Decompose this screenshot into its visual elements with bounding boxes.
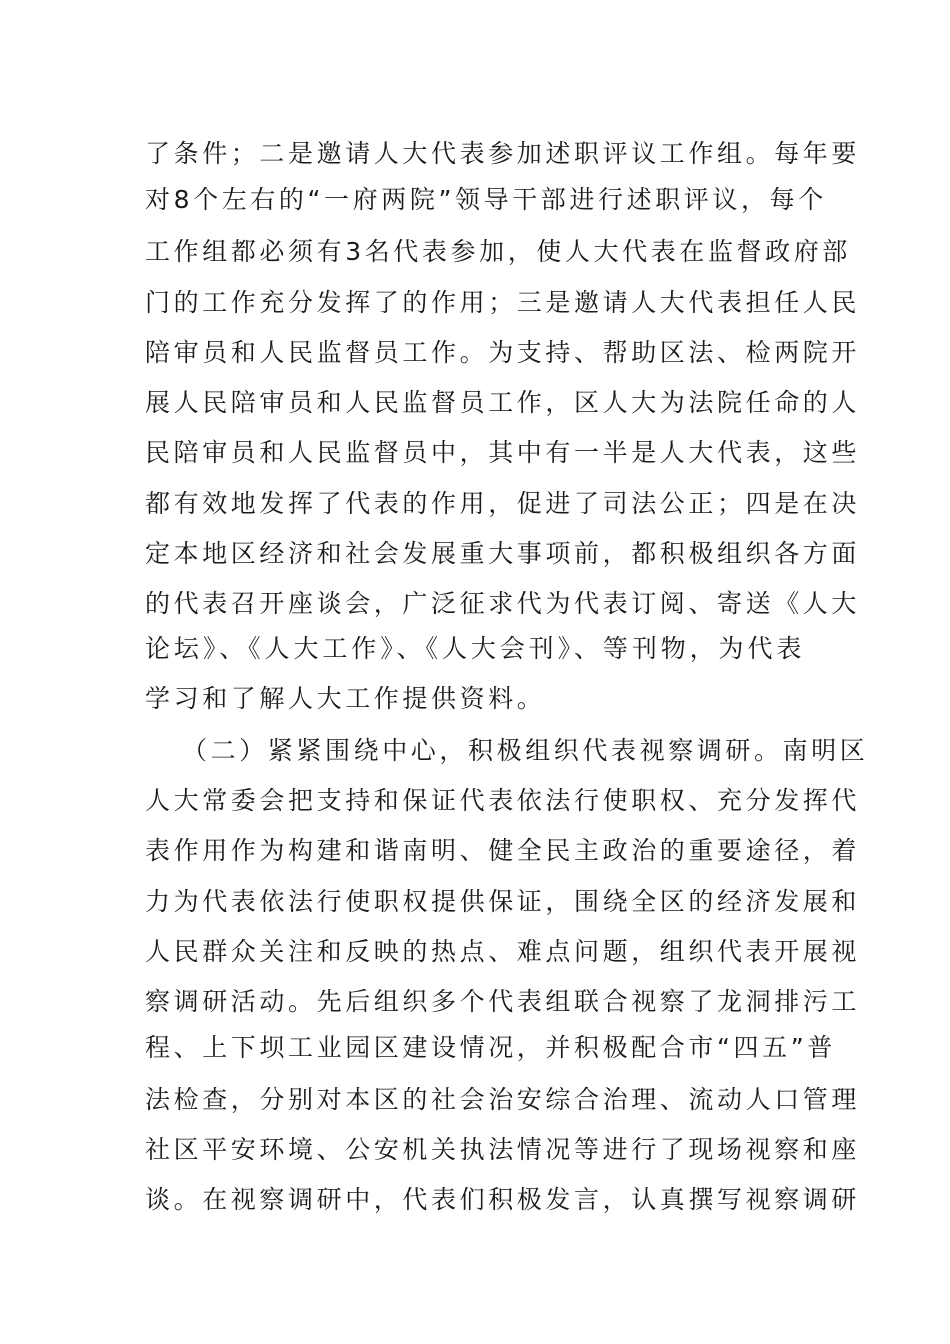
text-line: 表作用作为构建和谐南明、健全民主政治的重要途径，着 (145, 836, 861, 865)
text-line: 察调研活动。先后组织多个代表组联合视察了龙洞排污工 (145, 987, 861, 1016)
text-line: 了条件；二是邀请人大代表参加述职评议工作组。每年要 (145, 139, 861, 168)
text-line: 论坛》、《人大工作》、《人大会刊》、等刊物，为代表 (145, 634, 805, 663)
text-line: 力为代表依法行使职权提供保证，围绕全区的经济发展和 (145, 887, 861, 916)
text-line: 对8个左右的“一府两院”领导干部进行述职评议，每个 (145, 185, 827, 214)
text-line: 程、上下坝工业园区建设情况，并积极配合市“四五”普 (145, 1033, 836, 1062)
text-line: 人大常委会把支持和保证代表依法行使职权、充分发挥代 (145, 786, 861, 815)
text-line: 门的工作充分发挥了的作用；三是邀请人大代表担任人民 (145, 288, 861, 317)
text-line: 社区平安环境、公安机关执法情况等进行了现场视察和座 (145, 1135, 861, 1164)
text-line: 法检查，分别对本区的社会治安综合治理、流动人口管理 (145, 1085, 861, 1114)
text-line: 的代表召开座谈会，广泛征求代为代表订阅、寄送《人大 (145, 589, 861, 618)
text-line: 学习和了解人大工作提供资料。 (145, 684, 546, 713)
text-line: 展人民陪审员和人民监督员工作，区人大为法院任命的人 (145, 388, 861, 417)
paragraph-heading-line: （二）紧紧围绕中心，积极组织代表视察调研。南明区 (182, 736, 869, 765)
text-line: 谈。在视察调研中，代表们积极发言，认真撰写视察调研 (145, 1185, 861, 1214)
text-line: 人民群众关注和反映的热点、难点问题，组织代表开展视 (145, 937, 861, 966)
text-line: 定本地区经济和社会发展重大事项前，都积极组织各方面 (145, 539, 861, 568)
text-line: 都有效地发挥了代表的作用，促进了司法公正；四是在决 (145, 489, 861, 518)
text-line: 陪审员和人民监督员工作。为支持、帮助区法、检两院开 (145, 338, 861, 367)
text-line: 民陪审员和人民监督员中，其中有一半是人大代表，这些 (145, 438, 861, 467)
text-line: 工作组都必须有3名代表参加，使人大代表在监督政府部 (145, 237, 851, 266)
